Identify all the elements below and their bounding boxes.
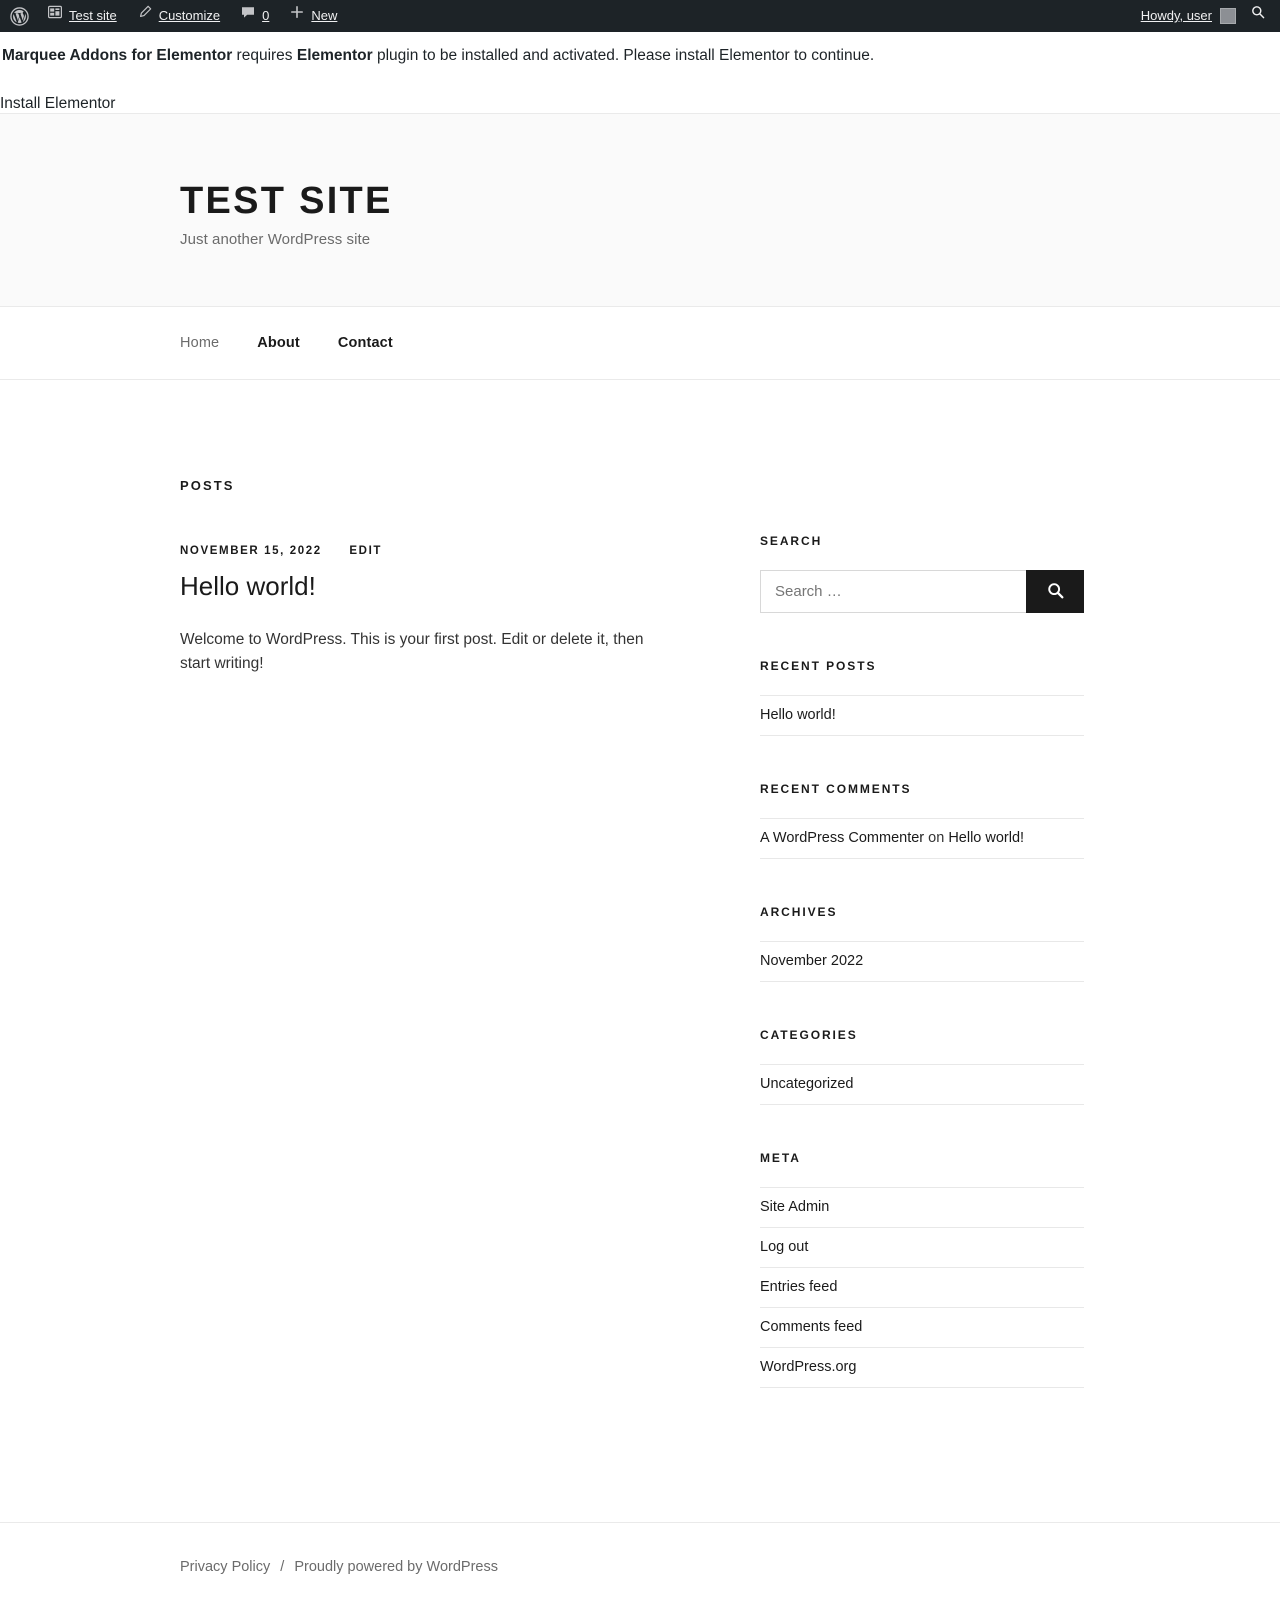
- meta-list: [760, 1187, 1084, 1388]
- plugin-dependency-notice: [0, 32, 1280, 113]
- plus-icon: [289, 0, 305, 32]
- adminbar-howdy-label: Howdy, user: [1140, 8, 1212, 23]
- nav-link-home[interactable]: Home: [180, 335, 220, 352]
- adminbar-right-group: [1131, 0, 1280, 32]
- list-item[interactable]: [760, 1228, 1084, 1268]
- recent-comments-list: [760, 818, 1084, 859]
- list-item[interactable]: [760, 941, 1084, 982]
- wordpress-credit-link[interactable]: Proudly powered by WordPress: [294, 1559, 498, 1576]
- site-description: Just another WordPress site: [180, 231, 371, 249]
- widget-recent-posts: [760, 659, 1084, 736]
- widget-title-archives: ARCHIVES: [760, 905, 838, 920]
- notice-text-end: plugin to be installed and activated. Please install Elementor to continue.: [372, 47, 875, 64]
- widget-title-search: SEARCH: [760, 534, 823, 549]
- widget-title-categories: CATEGORIES: [760, 1028, 858, 1043]
- dashboard-home-icon: [47, 0, 63, 32]
- post-date-link[interactable]: NOVEMBER 15, 2022: [180, 545, 322, 558]
- footer-separator: /: [280, 1559, 285, 1576]
- page-title: POSTS: [180, 478, 235, 494]
- search-icon: [1046, 581, 1065, 603]
- list-item[interactable]: [760, 1308, 1084, 1348]
- main-content: [180, 478, 680, 676]
- notice-text-mid: requires: [232, 47, 297, 64]
- recent-post-link[interactable]: Hello world!: [760, 707, 836, 724]
- primary-navigation: [0, 306, 1280, 380]
- archives-list: [760, 941, 1084, 982]
- widget-title-recent-comments: RECENT COMMENTS: [760, 782, 912, 797]
- adminbar-comments[interactable]: [230, 0, 279, 32]
- adminbar-site-name-label: Test site: [69, 8, 117, 23]
- pencil-icon: [137, 0, 153, 32]
- content-area: [90, 380, 1190, 1434]
- comment-on-text: on: [924, 830, 949, 847]
- meta-link-entries-feed[interactable]: Entries feed: [760, 1279, 838, 1296]
- post-title-text: Hello world!: [180, 571, 316, 602]
- category-link[interactable]: Uncategorized: [760, 1076, 854, 1093]
- list-item[interactable]: [760, 1064, 1084, 1105]
- widget-title-recent-posts: RECENT POSTS: [760, 659, 877, 674]
- nav-item-contact[interactable]: [338, 334, 393, 352]
- site-title[interactable]: TEST SITE: [180, 180, 393, 223]
- site-footer: [0, 1522, 1280, 1619]
- post-article: [180, 545, 680, 676]
- notice-action-row: [0, 95, 1280, 113]
- meta-link-wordpress-org[interactable]: WordPress.org: [760, 1359, 857, 1376]
- wordpress-logo-button[interactable]: [0, 0, 37, 32]
- comment-bubble-icon: [240, 0, 256, 32]
- nav-link-about[interactable]: About: [257, 335, 300, 352]
- archive-link[interactable]: November 2022: [760, 953, 864, 970]
- notice-text: [0, 44, 1280, 67]
- widget-categories: [760, 1028, 1084, 1105]
- comment-author-link[interactable]: A WordPress Commenter: [760, 830, 925, 847]
- list-item[interactable]: [760, 1187, 1084, 1228]
- adminbar-my-account[interactable]: [1131, 0, 1244, 32]
- footer-content: [90, 1559, 1190, 1575]
- search-icon: [1250, 0, 1266, 32]
- notice-plugin-name: Marquee Addons for Elementor: [2, 47, 233, 64]
- wordpress-logo-icon: [10, 7, 29, 26]
- list-item[interactable]: [760, 818, 1084, 859]
- meta-link-log-out[interactable]: Log out: [760, 1239, 809, 1256]
- list-item[interactable]: [760, 1348, 1084, 1388]
- search-submit-button[interactable]: [1026, 570, 1084, 613]
- adminbar-search-button[interactable]: [1244, 0, 1280, 32]
- widget-title-meta: META: [760, 1151, 801, 1166]
- adminbar-new-content[interactable]: [279, 0, 347, 32]
- widget-archives: [760, 905, 1084, 982]
- search-form: [760, 570, 1084, 613]
- adminbar-site-name[interactable]: [37, 0, 127, 32]
- widget-meta: [760, 1151, 1084, 1388]
- adminbar-comments-count: 0: [262, 8, 270, 23]
- meta-link-site-admin[interactable]: Site Admin: [760, 1199, 830, 1216]
- comment-post-link[interactable]: Hello world!: [948, 830, 1025, 847]
- install-elementor-link[interactable]: Install Elementor: [0, 95, 116, 113]
- post-meta: [180, 545, 680, 557]
- nav-item-about[interactable]: [257, 334, 300, 352]
- widget-search: [760, 534, 1084, 613]
- post-excerpt: Welcome to WordPress. This is your first post. Edit or delete it, then start writing!: [180, 631, 644, 673]
- nav-item-home[interactable]: [180, 334, 219, 352]
- search-input[interactable]: [760, 570, 1026, 613]
- post-title[interactable]: [180, 571, 680, 602]
- list-item[interactable]: [760, 695, 1084, 736]
- wp-admin-bar: [0, 0, 1280, 32]
- sidebar: [760, 478, 1084, 1434]
- site-header: [0, 113, 1280, 306]
- meta-link-comments-feed[interactable]: Comments feed: [760, 1319, 863, 1336]
- adminbar-new-label: New: [311, 8, 338, 23]
- nav-link-contact[interactable]: Contact: [337, 335, 393, 352]
- list-item[interactable]: [760, 1268, 1084, 1308]
- adminbar-customize-label: Customize: [158, 8, 221, 23]
- privacy-policy-link[interactable]: Privacy Policy: [180, 1559, 271, 1576]
- post-edit-link[interactable]: EDIT: [349, 545, 383, 558]
- adminbar-customize[interactable]: [127, 0, 230, 32]
- recent-posts-list: [760, 695, 1084, 736]
- user-avatar: [1220, 8, 1236, 24]
- widget-recent-comments: [760, 782, 1084, 859]
- notice-required-plugin: Elementor: [296, 47, 373, 64]
- categories-list: [760, 1064, 1084, 1105]
